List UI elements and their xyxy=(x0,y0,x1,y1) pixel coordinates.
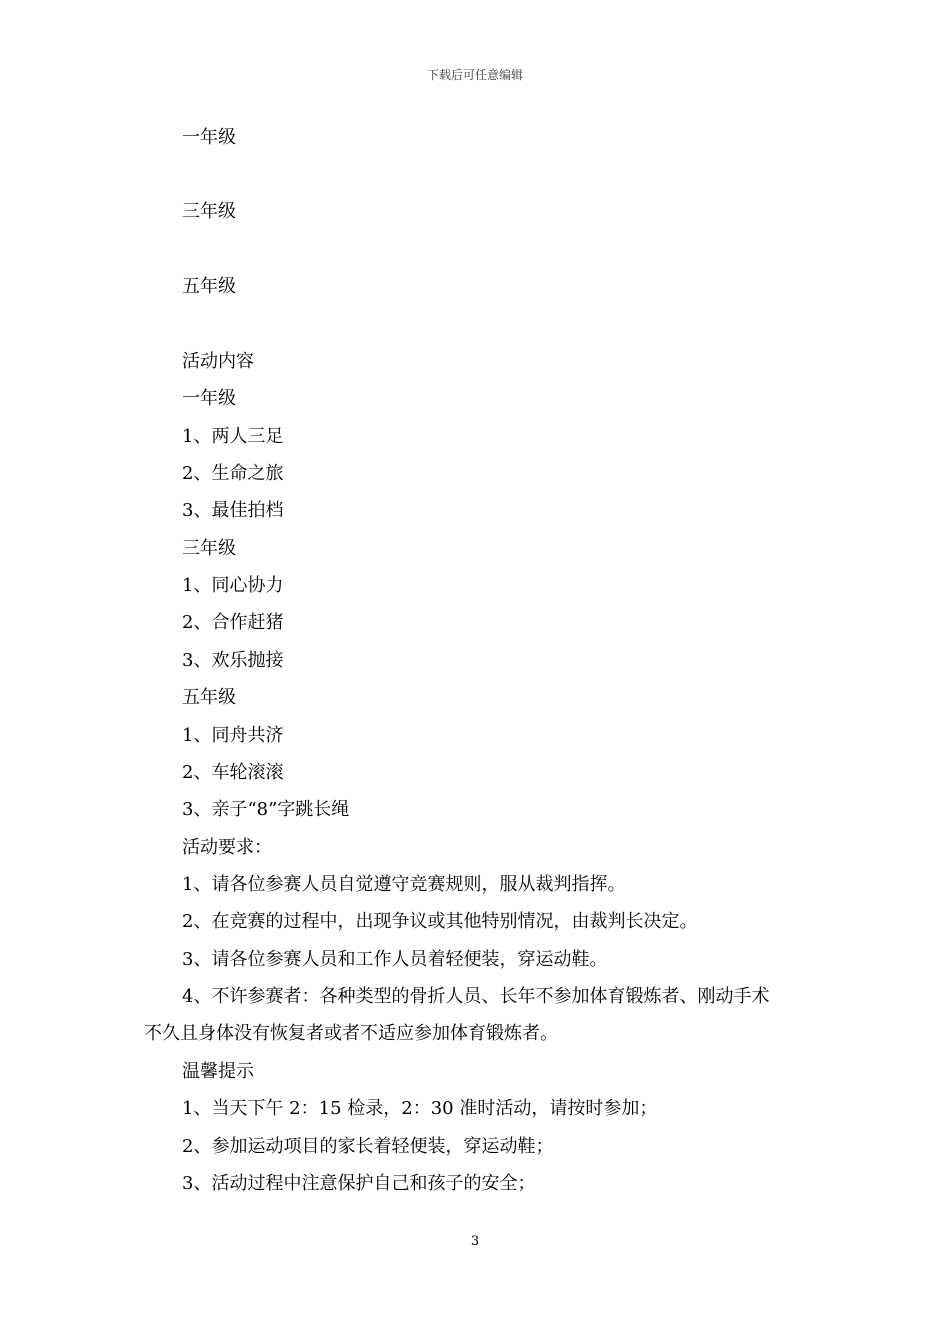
list-item: 3、亲子“8”字跳长绳 xyxy=(182,799,350,820)
section-title-content: 活动内容 xyxy=(182,351,254,372)
requirement-item-continued: 不久且身体没有恢复者或者不适应参加体育锻炼者。 xyxy=(144,1023,558,1044)
list-item: 3、最佳拍档 xyxy=(182,500,284,521)
grade1-label: 一年级 xyxy=(182,388,236,409)
section-title-requirements: 活动要求： xyxy=(182,837,272,858)
list-item: 1、同舟共济 xyxy=(182,725,284,746)
list-item: 1、两人三足 xyxy=(182,426,284,447)
list-item: 2、生命之旅 xyxy=(182,463,284,484)
requirement-item: 3、请各位参赛人员和工作人员着轻便装，穿运动鞋。 xyxy=(182,949,608,970)
requirement-item: 2、在竞赛的过程中，出现争议或其他特别情况，由裁判长决定。 xyxy=(182,911,698,932)
list-item: 2、合作赶猪 xyxy=(182,612,284,633)
tip-item: 3、活动过程中注意保护自己和孩子的安全； xyxy=(182,1173,536,1194)
page-header: 下载后可任意编辑 xyxy=(426,68,523,82)
tip-item: 2、参加运动项目的家长着轻便装，穿运动鞋； xyxy=(182,1136,554,1157)
grade-heading-1: 一年级 xyxy=(182,127,236,148)
tip-item: 1、当天下午 2：15 检录，2：30 准时活动，请按时参加； xyxy=(182,1098,658,1119)
requirement-item: 4、不许参赛者：各种类型的骨折人员、长年不参加体育锻炼者、刚动手术 xyxy=(182,986,770,1007)
grade-heading-5: 五年级 xyxy=(182,276,236,297)
list-item: 1、同心协力 xyxy=(182,575,284,596)
grade3-label: 三年级 xyxy=(182,538,236,559)
section-title-tips: 温馨提示 xyxy=(182,1061,254,1082)
grade-heading-3: 三年级 xyxy=(182,201,236,222)
grade5-label: 五年级 xyxy=(182,687,236,708)
page-number: 3 xyxy=(470,1234,480,1249)
requirement-item: 1、请各位参赛人员自觉遵守竞赛规则，服从裁判指挥。 xyxy=(182,874,626,895)
list-item: 2、车轮滚滚 xyxy=(182,762,284,783)
list-item: 3、欢乐抛接 xyxy=(182,650,284,671)
